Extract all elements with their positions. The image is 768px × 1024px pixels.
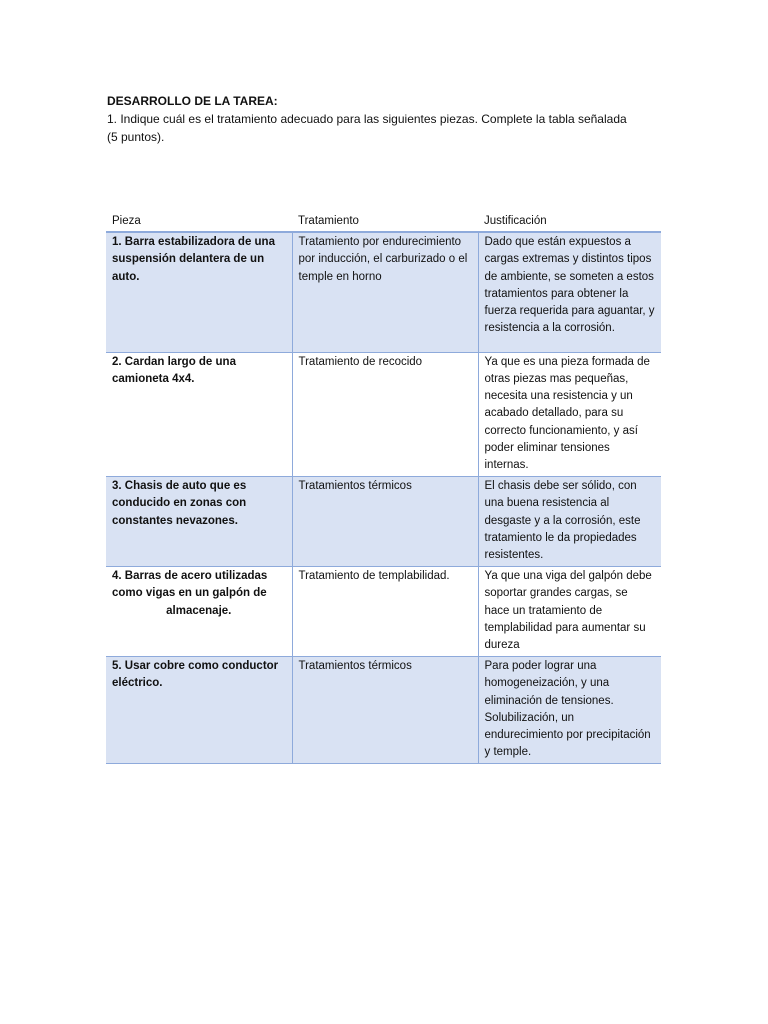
table-row	[106, 657, 661, 764]
header-justificacion: Justificación	[478, 212, 661, 232]
table-row	[106, 352, 661, 476]
piece-text-line: 4. Barras de acero utilizadas como vigas en un galpón de	[112, 570, 268, 600]
piece-cell: 3. Chasis de auto que es conducido en zonas con constantes nevazones.	[106, 477, 292, 567]
treatment-table	[106, 212, 661, 764]
section-heading: DESARROLLO DE LA TAREA:	[107, 94, 278, 108]
table-header-row	[106, 212, 661, 232]
treatment-cell: Tratamiento por endurecimiento por inducción, el carburizado o el temple en horno	[292, 232, 478, 352]
piece-cell: 1. Barra estabilizadora de una suspensión delantera de un auto.	[106, 232, 292, 352]
instruction-text: 1. Indique cuál es el tratamiento adecuado para las siguientes piezas. Complete la tabla señalada (5 puntos).	[107, 112, 627, 144]
piece-cell: 2. Cardan largo de una camioneta 4x4.	[106, 352, 292, 476]
justification-cell: Ya que una viga del galpón debe soportar grandes cargas, se hace un tratamiento de templabilidad para aumentar su dureza	[478, 567, 661, 657]
table-row	[106, 232, 661, 352]
piece-text-line: almacenaje.	[166, 604, 232, 617]
header-pieza: Pieza	[106, 212, 292, 232]
treatment-cell: Tratamiento de recocido	[292, 352, 478, 476]
justification-cell: El chasis debe ser sólido, con una buena resistencia al desgaste y a la corrosión, este tratamiento le da propiedades resistentes.	[478, 477, 661, 567]
piece-cell	[106, 567, 292, 657]
treatment-cell: Tratamiento de templabilidad.	[292, 567, 478, 657]
justification-cell: Ya que es una pieza formada de otras piezas mas pequeñas, necesita una resistencia y un acabado detallado, para su correcto funcionamiento, y así poder eliminar tensiones internas.	[478, 352, 661, 476]
header-tratamiento: Tratamiento	[292, 212, 478, 232]
justification-cell: Para poder lograr una homogeneización, y una eliminación de tensiones. Solubilización, un endurecimiento por precipitación y temple.	[478, 657, 661, 764]
table-row	[106, 567, 661, 657]
table-row	[106, 477, 661, 567]
justification-cell: Dado que están expuestos a cargas extremas y distintos tipos de ambiente, se someten a estos tratamientos para obtener la fuerza requerida para aguantar, y resistencia a la corrosión.	[478, 232, 661, 352]
treatment-cell: Tratamientos térmicos	[292, 477, 478, 567]
intro-section	[107, 92, 627, 146]
piece-cell: 5. Usar cobre como conductor eléctrico.	[106, 657, 292, 764]
treatment-cell: Tratamientos térmicos	[292, 657, 478, 764]
